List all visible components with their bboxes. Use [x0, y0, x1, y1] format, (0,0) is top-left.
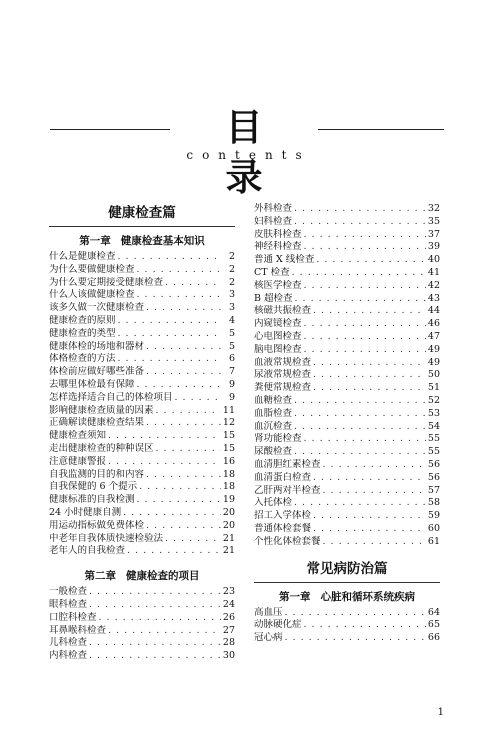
toc-entry-title: 尿液常规检查 — [254, 369, 312, 381]
toc-entry-page: 47 — [427, 330, 440, 342]
toc-entry[interactable] — [254, 523, 440, 536]
leader-dots — [89, 650, 221, 663]
page-number: 1 — [437, 707, 444, 718]
page-title: 目 录 — [225, 105, 299, 199]
toc-entry-title: 该多久做一次健康检查 — [49, 302, 145, 314]
leader-dots — [323, 459, 426, 472]
toc-entry-title: CT 检查 — [254, 266, 290, 278]
toc-entry-title: 血脂检查 — [254, 407, 293, 419]
section-heading: 常见病防治篇 — [254, 559, 440, 583]
leader-dots — [137, 494, 221, 507]
toc-entry[interactable] — [254, 510, 440, 523]
toc-entry-title: 为什么要定期接受健康检查 — [49, 276, 164, 288]
toc-entry[interactable] — [49, 328, 235, 341]
toc-entry-title: 血清胆红素检查 — [254, 458, 321, 470]
toc-entry-title: 外科检查 — [254, 203, 293, 214]
toc-list — [49, 586, 235, 663]
toc-entry-page: 21 — [222, 532, 235, 544]
toc-entry-page: 54 — [427, 420, 440, 432]
toc-entry-title: 体检前应做好哪些准备 — [49, 366, 145, 378]
leader-dots — [156, 443, 221, 456]
toc-entry[interactable] — [49, 650, 235, 663]
toc-entry[interactable] — [49, 379, 235, 392]
toc-entry-title: 招工入学体检 — [254, 510, 312, 522]
toc-entry[interactable] — [254, 446, 440, 459]
leader-dots — [304, 619, 426, 632]
toc-entry-title: 老年人的自我检查 — [49, 545, 126, 557]
toc-entry-page: 57 — [427, 484, 440, 496]
toc-entry-page: 61 — [427, 535, 440, 547]
toc-list — [49, 251, 235, 558]
toc-entry[interactable] — [254, 241, 440, 254]
toc-entry-title: 眼科检查 — [49, 598, 88, 610]
chapter-title: 心脏和循环系统疾病 — [320, 590, 415, 603]
toc-entry-page: 12 — [222, 417, 235, 429]
toc-entry-title: 正确解读健康检查结果 — [49, 417, 145, 429]
toc-entry[interactable] — [49, 302, 235, 315]
toc-entry-page: 66 — [427, 632, 440, 644]
leader-dots — [285, 632, 426, 645]
toc-entry-page: 42 — [427, 279, 440, 291]
leader-dots — [146, 520, 221, 533]
leader-dots — [313, 369, 426, 382]
toc-entry-page: 9 — [228, 391, 235, 403]
toc-entry[interactable] — [254, 536, 440, 549]
section-heading: 健康检查篇 — [49, 203, 235, 227]
leader-dots — [316, 254, 426, 267]
toc-entry-title: 怎样选择适合自己的体检项目 — [49, 391, 173, 403]
leader-dots — [146, 417, 221, 430]
toc-entry[interactable] — [254, 459, 440, 472]
leader-dots — [118, 353, 221, 366]
toc-entry-title: 健康检查的类型 — [49, 327, 116, 339]
leader-dots — [108, 430, 221, 443]
toc-entry[interactable] — [254, 293, 440, 306]
leader-dots — [89, 586, 221, 599]
toc-entry-page: 44 — [427, 305, 440, 317]
leader-dots — [294, 203, 426, 216]
leader-dots — [292, 267, 426, 280]
toc-entry[interactable] — [49, 353, 235, 366]
toc-entry[interactable] — [254, 229, 440, 242]
page-subtitle: contents — [186, 148, 311, 162]
leader-dots — [313, 472, 426, 485]
toc-entry-title: 高血压 — [254, 606, 283, 618]
toc-entry-page: 58 — [427, 497, 440, 509]
toc-entry[interactable] — [49, 251, 235, 264]
toc-column-right — [254, 203, 440, 645]
toc-entry-page: 4 — [228, 314, 235, 326]
toc-entry-title: 去哪里体检最有保障 — [49, 378, 135, 390]
toc-entry[interactable] — [49, 366, 235, 379]
leader-dots — [294, 497, 426, 510]
leader-dots — [165, 533, 221, 546]
toc-entry[interactable] — [254, 421, 440, 434]
leader-dots — [313, 523, 426, 536]
toc-list — [254, 203, 440, 549]
toc-entry[interactable] — [49, 586, 235, 599]
toc-entry[interactable] — [49, 315, 235, 328]
toc-entry-title: 神经科检查 — [254, 241, 302, 253]
leader-dots — [118, 328, 221, 341]
toc-entry-page: 18 — [222, 481, 235, 493]
toc-entry-page: 23 — [222, 586, 235, 598]
toc-entry-title: 普通 X 线检查 — [254, 254, 315, 266]
toc-entry[interactable] — [49, 612, 235, 625]
toc-entry-page: 2 — [228, 251, 235, 262]
leader-dots — [313, 382, 426, 395]
toc-entry[interactable] — [254, 369, 440, 382]
toc-entry[interactable] — [49, 625, 235, 638]
toc-entry-title: 血糖检查 — [254, 394, 293, 406]
toc-entry-title: 24 小时健康自测 — [49, 506, 122, 518]
leader-dots — [323, 536, 426, 549]
toc-entry-page: 6 — [228, 353, 235, 365]
toc-entry-title: 用运动指标做免费体检 — [49, 519, 145, 531]
toc-entry[interactable] — [254, 254, 440, 267]
toc-entry[interactable] — [254, 472, 440, 485]
toc-entry-title: 内窥镜检查 — [254, 318, 302, 330]
toc-entry-page: 5 — [228, 327, 235, 339]
toc-entry[interactable] — [254, 216, 440, 229]
toc-entry[interactable] — [49, 443, 235, 456]
toc-entry-page: 64 — [427, 606, 440, 618]
leader-dots — [123, 507, 221, 520]
leader-dots — [146, 469, 221, 482]
leader-dots — [139, 481, 221, 494]
toc-entry-title: 健康体检的场地和器材 — [49, 340, 145, 352]
leader-dots — [165, 277, 221, 290]
leader-dots — [304, 280, 426, 293]
toc-entry[interactable] — [49, 430, 235, 443]
toc-entry[interactable] — [49, 520, 235, 533]
chapter-heading — [254, 589, 440, 605]
toc-entry-title: 血清蛋白检查 — [254, 471, 312, 483]
title-rule-left — [50, 129, 170, 130]
toc-entry-title: 普通体检套餐 — [254, 522, 312, 534]
leader-dots — [99, 612, 221, 625]
toc-entry[interactable] — [49, 469, 235, 482]
toc-entry-title: 入托体检 — [254, 497, 293, 509]
toc-entry[interactable] — [49, 494, 235, 507]
toc-entry-page: 51 — [427, 382, 440, 394]
toc-entry-page: 55 — [427, 433, 440, 445]
toc-entry-title: 妇科检查 — [254, 215, 293, 227]
toc-column-left — [49, 203, 235, 663]
toc-entry-page: 35 — [427, 215, 440, 227]
toc-entry-title: 体格检查的方法 — [49, 353, 116, 365]
toc-entry-title: 皮肤科检查 — [254, 228, 302, 240]
toc-entry-page: 24 — [222, 598, 235, 610]
toc-entry[interactable] — [254, 408, 440, 421]
toc-entry-title: 个性化体检套餐 — [254, 535, 321, 547]
chapter-title: 健康检查基本知识 — [120, 235, 205, 247]
toc-entry-page: 9 — [228, 378, 235, 390]
toc-entry[interactable] — [49, 277, 235, 290]
toc-entry-title: 什么是健康检查 — [49, 251, 116, 262]
toc-entry-title: 健康检查的原则 — [49, 314, 116, 326]
toc-entry-page: 40 — [427, 254, 440, 266]
toc-entry-title: 肾功能检查 — [254, 433, 302, 445]
leader-dots — [304, 433, 426, 446]
toc-entry-page: 59 — [427, 510, 440, 522]
toc-entry-page: 2 — [228, 276, 235, 288]
toc-entry-title: 什么人该做健康检查 — [49, 289, 135, 301]
toc-entry-title: 血液常规检查 — [254, 356, 312, 368]
toc-entry-page: 3 — [228, 302, 235, 314]
toc-entry-page: 46 — [427, 318, 440, 330]
leader-dots — [89, 637, 221, 650]
toc-entry[interactable] — [254, 318, 440, 331]
toc-entry-page: 3 — [228, 289, 235, 301]
toc-entry[interactable] — [49, 341, 235, 354]
toc-entry[interactable] — [254, 607, 440, 620]
toc-entry-title: 耳鼻喉科检查 — [49, 624, 107, 636]
toc-entry-title: 自我监测的目的和内容 — [49, 468, 145, 480]
toc-entry[interactable] — [254, 331, 440, 344]
toc-entry-page: 41 — [427, 266, 440, 278]
toc-entry-page: 19 — [222, 494, 235, 506]
leader-dots — [108, 625, 221, 638]
leader-dots — [108, 456, 221, 469]
toc-entry-page: 7 — [228, 366, 235, 378]
leader-dots — [323, 485, 426, 498]
toc-entry-title: 影响健康检查质量的因素 — [49, 404, 154, 416]
toc-entry-page: 56 — [427, 458, 440, 470]
toc-entry-page: 2 — [228, 263, 235, 275]
toc-entry-page: 18 — [222, 468, 235, 480]
leader-dots — [146, 341, 221, 354]
chapter-number: 第一章 — [79, 235, 111, 247]
leader-dots — [294, 395, 426, 408]
leader-dots — [118, 251, 221, 264]
toc-entry-title: 动脉硬化症 — [254, 619, 302, 631]
leader-dots — [285, 607, 426, 620]
toc-entry[interactable] — [254, 485, 440, 498]
toc-entry[interactable] — [49, 289, 235, 302]
leader-dots — [313, 357, 426, 370]
leader-dots — [295, 293, 426, 306]
toc-entry-page: 30 — [222, 650, 235, 662]
toc-entry[interactable] — [254, 267, 440, 280]
toc-entry-title: 走出健康检查的种种误区 — [49, 442, 154, 454]
toc-entry[interactable] — [49, 481, 235, 494]
leader-dots — [304, 318, 426, 331]
toc-entry-page: 56 — [427, 471, 440, 483]
leader-dots — [175, 392, 221, 405]
title-rule-right — [318, 129, 444, 130]
toc-entry[interactable] — [49, 392, 235, 405]
toc-entry[interactable] — [254, 619, 440, 632]
toc-entry-title: 健康检查须知 — [49, 430, 107, 442]
chapter-title: 健康检查的项目 — [126, 570, 200, 583]
toc-entry-title: 儿科检查 — [49, 637, 88, 649]
toc-entry-title: 健康标准的自我检测 — [49, 494, 135, 506]
toc-entry-title: 乙肝两对半检查 — [254, 484, 321, 496]
leader-dots — [294, 421, 426, 434]
toc-entry-title: 内科检查 — [49, 650, 88, 662]
leader-dots — [294, 216, 426, 229]
toc-entry-page: 53 — [427, 407, 440, 419]
toc-entry[interactable] — [254, 395, 440, 408]
leader-dots — [304, 344, 426, 357]
leader-dots — [313, 305, 426, 318]
toc-entry-page: 39 — [427, 241, 440, 253]
toc-entry-page: 11 — [222, 404, 235, 416]
leader-dots — [146, 302, 221, 315]
toc-entry-page: 15 — [222, 442, 235, 454]
toc-entry-page: 60 — [427, 522, 440, 534]
leader-dots — [127, 545, 221, 558]
toc-entry[interactable] — [49, 545, 235, 558]
toc-entry[interactable] — [49, 417, 235, 430]
toc-list — [254, 607, 440, 645]
toc-entry[interactable] — [49, 507, 235, 520]
toc-entry-page: 37 — [427, 228, 440, 240]
leader-dots — [313, 510, 426, 523]
toc-entry-title: B 超检查 — [254, 292, 293, 304]
toc-entry-page: 21 — [222, 545, 235, 557]
toc-entry[interactable] — [49, 533, 235, 546]
chapter-number: 第二章 — [84, 570, 116, 583]
toc-entry-page: 49 — [427, 343, 440, 355]
toc-entry-page: 52 — [427, 394, 440, 406]
toc-entry[interactable] — [254, 382, 440, 395]
toc-entry[interactable] — [49, 637, 235, 650]
leader-dots — [146, 366, 221, 379]
toc-entry-title: 心电图检查 — [254, 330, 302, 342]
toc-entry[interactable] — [254, 344, 440, 357]
leader-dots — [118, 315, 221, 328]
toc-entry-page: 32 — [427, 203, 440, 214]
leader-dots — [137, 264, 221, 277]
leader-dots — [89, 599, 221, 612]
toc-entry[interactable] — [254, 433, 440, 446]
chapter-heading — [49, 568, 235, 584]
leader-dots — [304, 331, 426, 344]
toc-entry[interactable] — [49, 456, 235, 469]
toc-entry-title: 粪便常规检查 — [254, 382, 312, 394]
toc-entry-page: 65 — [427, 619, 440, 631]
toc-entry-page: 5 — [228, 340, 235, 352]
toc-entry-page: 15 — [222, 430, 235, 442]
toc-entry[interactable] — [49, 264, 235, 277]
toc-entry-page: 27 — [222, 624, 235, 636]
leader-dots — [294, 408, 426, 421]
toc-entry-page: 20 — [222, 506, 235, 518]
toc-entry-page: 26 — [222, 611, 235, 623]
toc-entry-title: 自我保健的 6 个提示 — [49, 481, 138, 493]
toc-entry-title: 核医学检查 — [254, 279, 302, 291]
toc-entry-page: 28 — [222, 637, 235, 649]
toc-entry-title: 冠心病 — [254, 632, 283, 644]
toc-entry[interactable] — [254, 305, 440, 318]
toc-entry-page: 50 — [427, 369, 440, 381]
toc-entry-title: 一般检查 — [49, 586, 88, 598]
toc-entry-title: 尿酸检查 — [254, 446, 293, 458]
chapter-heading — [49, 233, 235, 249]
chapter-number: 第一章 — [279, 590, 311, 603]
toc-entry[interactable] — [254, 497, 440, 510]
toc-entry[interactable] — [254, 203, 440, 216]
toc-entry-title: 口腔科检查 — [49, 611, 97, 623]
leader-dots — [137, 289, 221, 302]
toc-entry[interactable] — [254, 280, 440, 293]
leader-dots — [304, 229, 426, 242]
toc-entry[interactable] — [254, 357, 440, 370]
toc-entry-title: 核磁共振检查 — [254, 305, 312, 317]
leader-dots — [294, 446, 426, 459]
leader-dots — [137, 379, 221, 392]
toc-entry-page: 20 — [222, 519, 235, 531]
toc-entry[interactable] — [254, 632, 440, 645]
toc-entry-page: 49 — [427, 356, 440, 368]
toc-entry[interactable] — [49, 405, 235, 418]
toc-entry-page: 16 — [222, 455, 235, 467]
toc-entry-page: 55 — [427, 446, 440, 458]
toc-entry-title: 脑电图检查 — [254, 343, 302, 355]
toc-entry[interactable] — [49, 599, 235, 612]
toc-entry-page: 43 — [427, 292, 440, 304]
toc-entry-title: 为什么要做健康检查 — [49, 263, 135, 275]
leader-dots — [304, 241, 426, 254]
toc-entry-title: 中老年自我体质快速检验法 — [49, 532, 164, 544]
toc-entry-title: 血沉检查 — [254, 420, 293, 432]
toc-entry-title: 注意健康警报 — [49, 455, 107, 467]
leader-dots — [156, 405, 221, 418]
